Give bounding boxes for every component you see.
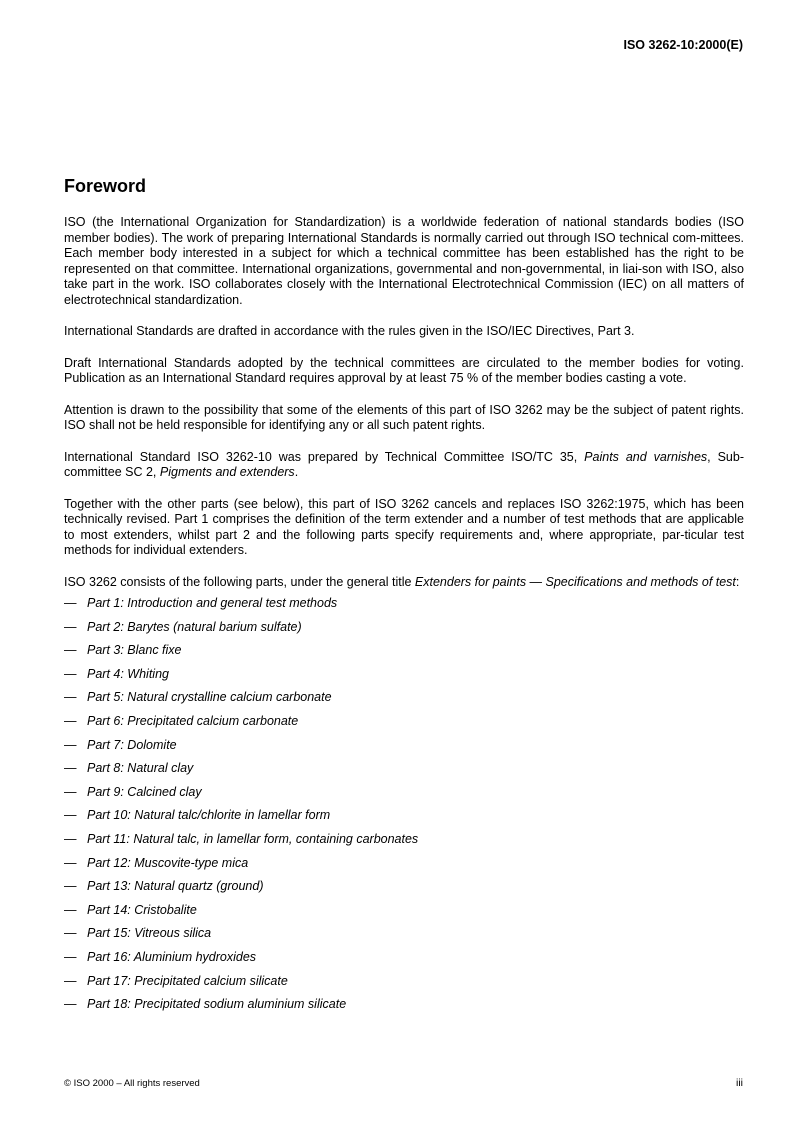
subcommittee-name: Pigments and extenders (159, 465, 295, 479)
part-title: Part 7: Dolomite (87, 737, 177, 752)
list-item (64, 714, 744, 738)
part-title: Part 10: Natural talc/chlorite in lamellar form (87, 808, 331, 823)
list-dash: — (64, 949, 77, 964)
list-item (64, 879, 744, 903)
prepared-by-text-b: , Sub-committee SC 2, (64, 449, 744, 479)
list-dash: — (64, 713, 77, 728)
list-dash: — (64, 666, 77, 681)
part-title: Part 14: Cristobalite (87, 902, 197, 917)
list-item (64, 596, 744, 620)
list-dash: — (64, 737, 77, 752)
part-title: Part 4: Whiting (87, 666, 169, 681)
prepared-by-text-a: International Standard ISO 3262-10 was prepared by Technical Committee ISO/TC 35, (64, 449, 585, 464)
document-id: ISO 3262-10:2000(E) (623, 38, 743, 52)
paragraph-iso-intro: ISO (the International Organization for Standardization) is a worldwide federation of national standards bodies (ISO member bodies). The work of preparing International Standards is normally carried out through ISO technical com-mittees. Each member body interested in a subject for which a technical committee has been established has the right to be represented on that committee. International organizations, governmental and non-governmental, in liai-son with ISO, also take part in the work. ISO collaborates closely with the International Electrotechnical Commission (IEC) on all matters of electrotechnical standardization. (64, 215, 744, 307)
part-title: Part 9: Calcined clay (87, 784, 202, 799)
list-dash: — (64, 902, 77, 917)
list-dash: — (64, 973, 77, 988)
paragraph-prepared-by (64, 450, 744, 481)
list-item (64, 903, 744, 927)
parts-intro-text-a: ISO 3262 consists of the following parts, under the general title (64, 574, 415, 589)
list-dash: — (64, 997, 77, 1012)
part-title: Part 3: Blanc fixe (87, 643, 182, 658)
list-dash: — (64, 926, 77, 941)
paragraph-directives: International Standards are drafted in accordance with the rules given in the ISO/IEC Directives, Part 3. (64, 324, 635, 338)
list-item (64, 761, 744, 785)
list-dash: — (64, 643, 77, 658)
part-title: Part 5: Natural crystalline calcium carbonate (87, 690, 332, 705)
part-title: Part 6: Precipitated calcium carbonate (87, 713, 299, 728)
part-title: Part 16: Aluminium hydroxides (87, 949, 257, 964)
part-title: Part 8: Natural clay (87, 761, 194, 776)
part-title: Part 11: Natural talc, in lamellar form, containing carbonates (87, 831, 419, 846)
list-dash: — (64, 619, 77, 634)
list-dash: — (64, 690, 77, 705)
list-item (64, 690, 744, 714)
paragraph-replaces: Together with the other parts (see below), this part of ISO 3262 cancels and replaces ISO 3262:1975, which has been technically revised. Part 1 comprises the definition of the term extender and a number of test methods that are applicable to most extenders, whilst part 2 and the following parts specify requirements and, where appropriate, par-ticular test methods for individual extenders. (64, 496, 744, 557)
part-title: Part 13: Natural quartz (ground) (87, 879, 264, 894)
list-dash: — (64, 879, 77, 894)
page-title: Foreword (64, 176, 147, 196)
foreword-body (64, 215, 744, 1021)
list-item (64, 974, 744, 998)
list-item (64, 808, 744, 832)
list-item (64, 643, 744, 667)
part-title: Part 12: Muscovite-type mica (87, 855, 249, 870)
footer-copyright: © ISO 2000 – All rights reserved (64, 1078, 200, 1089)
list-item (64, 785, 744, 809)
list-dash: — (64, 831, 77, 846)
paragraph-voting: Draft International Standards adopted by the technical committees are circulated to the member bodies for voting. Publication as an International Standard requires approval by at least 75 % of the member bodies casting a vote. (64, 355, 744, 385)
list-dash: — (64, 855, 77, 870)
committee-name: Paints and varnishes (584, 449, 708, 464)
part-title: Part 15: Vitreous silica (87, 926, 212, 941)
list-dash: — (64, 761, 77, 776)
list-dash: — (64, 784, 77, 799)
part-title: Part 18: Precipitated sodium aluminium silicate (87, 997, 347, 1012)
list-item (64, 667, 744, 691)
list-item (64, 950, 744, 974)
paragraph-parts-intro (64, 575, 744, 591)
list-item (64, 926, 744, 950)
paragraph-patent: Attention is drawn to the possibility that some of the elements of this part of ISO 3262 may be the subject of patent rights. ISO shall not be held responsible for identifying any or all such patent rights. (64, 402, 744, 432)
list-item (64, 738, 744, 762)
parts-list (64, 596, 744, 1021)
list-item (64, 997, 744, 1021)
part-title: Part 17: Precipitated calcium silicate (87, 973, 288, 988)
list-dash: — (64, 808, 77, 823)
footer-page-number: iii (736, 1077, 743, 1089)
list-item (64, 832, 744, 856)
list-item (64, 856, 744, 880)
prepared-by-text-c: . (294, 465, 299, 479)
parts-intro-text-b: : (735, 574, 740, 589)
part-title: Part 1: Introduction and general test methods (87, 596, 338, 610)
general-title: Extenders for paints — Specifications and methods of test (414, 574, 736, 589)
list-item (64, 620, 744, 644)
list-dash: — (64, 596, 77, 610)
part-title: Part 2: Barytes (natural barium sulfate) (87, 619, 302, 634)
